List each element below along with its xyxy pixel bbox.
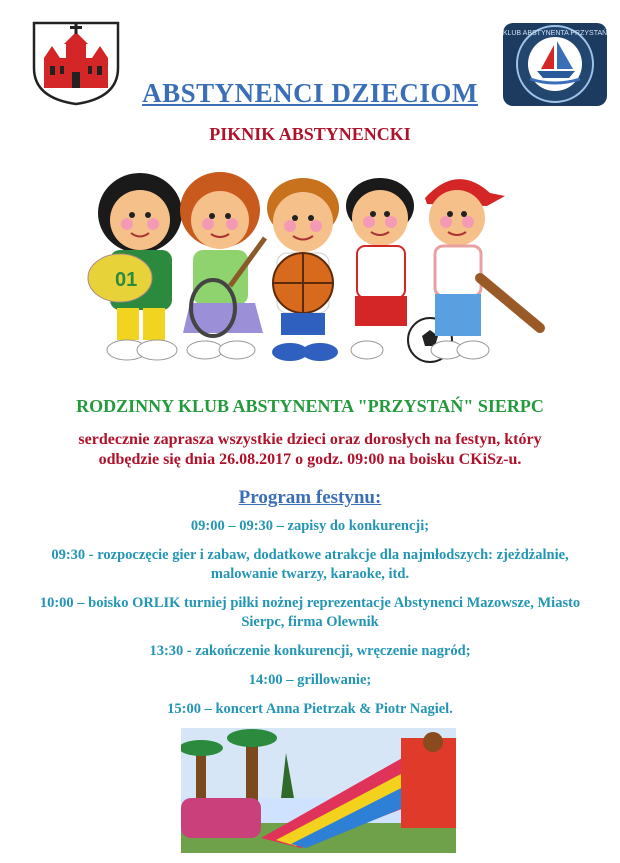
page-subtitle: PIKNIK ABSTYNENCKI [209, 124, 411, 144]
ball-number: 01 [115, 269, 138, 291]
inflatable-slide-photo [181, 728, 456, 853]
program-list [18, 517, 602, 729]
children-illustration [85, 158, 555, 373]
kid-1 [88, 173, 182, 360]
program-item: 13:30 - zakończenie konkurencji, wręczenie nagród; [149, 643, 471, 659]
club-name: RODZINNY KLUB ABSTYNENTA "PRZYSTAŃ" SIERPC [76, 396, 544, 416]
invitation-line-1: serdecznie zaprasza wszystkie dzieci oraz dorosłych na festyn, który [78, 431, 542, 448]
kid-2 [180, 172, 265, 359]
invitation-line-2: odbędzie się dnia 26.08.2017 o godz. 09:00 na boisku CKiSz-u. [98, 451, 522, 468]
kid-5 [425, 179, 540, 359]
slide-image [181, 728, 456, 853]
program-item: 15:00 – koncert Anna Pietrzak & Piotr Nagiel. [167, 701, 453, 717]
invitation-text [40, 430, 580, 470]
program-item: 09:00 – 09:30 – zapisy do konkurencji; [190, 518, 430, 534]
program-item: 10:00 – boisko ORLIK turniej piłki nożnej reprezentacje Abstynenci Mazowsze, Miasto Sierpc, firma Olewnik [39, 595, 581, 630]
page-title: ABSTYNENCI DZIECIOM [142, 78, 478, 108]
program-heading: Program festynu: [238, 487, 382, 508]
kid-3 [267, 178, 339, 361]
program-item: 09:30 - rozpoczęcie gier i zabaw, dodatkowe atrakcje dla najmłodszych: zjeżdżalnie, malowanie twarzy, karaoke, itd. [51, 547, 569, 582]
program-item: 14:00 – grillowanie; [248, 672, 372, 688]
logo-text: KLUB ABSTYNENTA PRZYSTAŃ [503, 30, 607, 37]
